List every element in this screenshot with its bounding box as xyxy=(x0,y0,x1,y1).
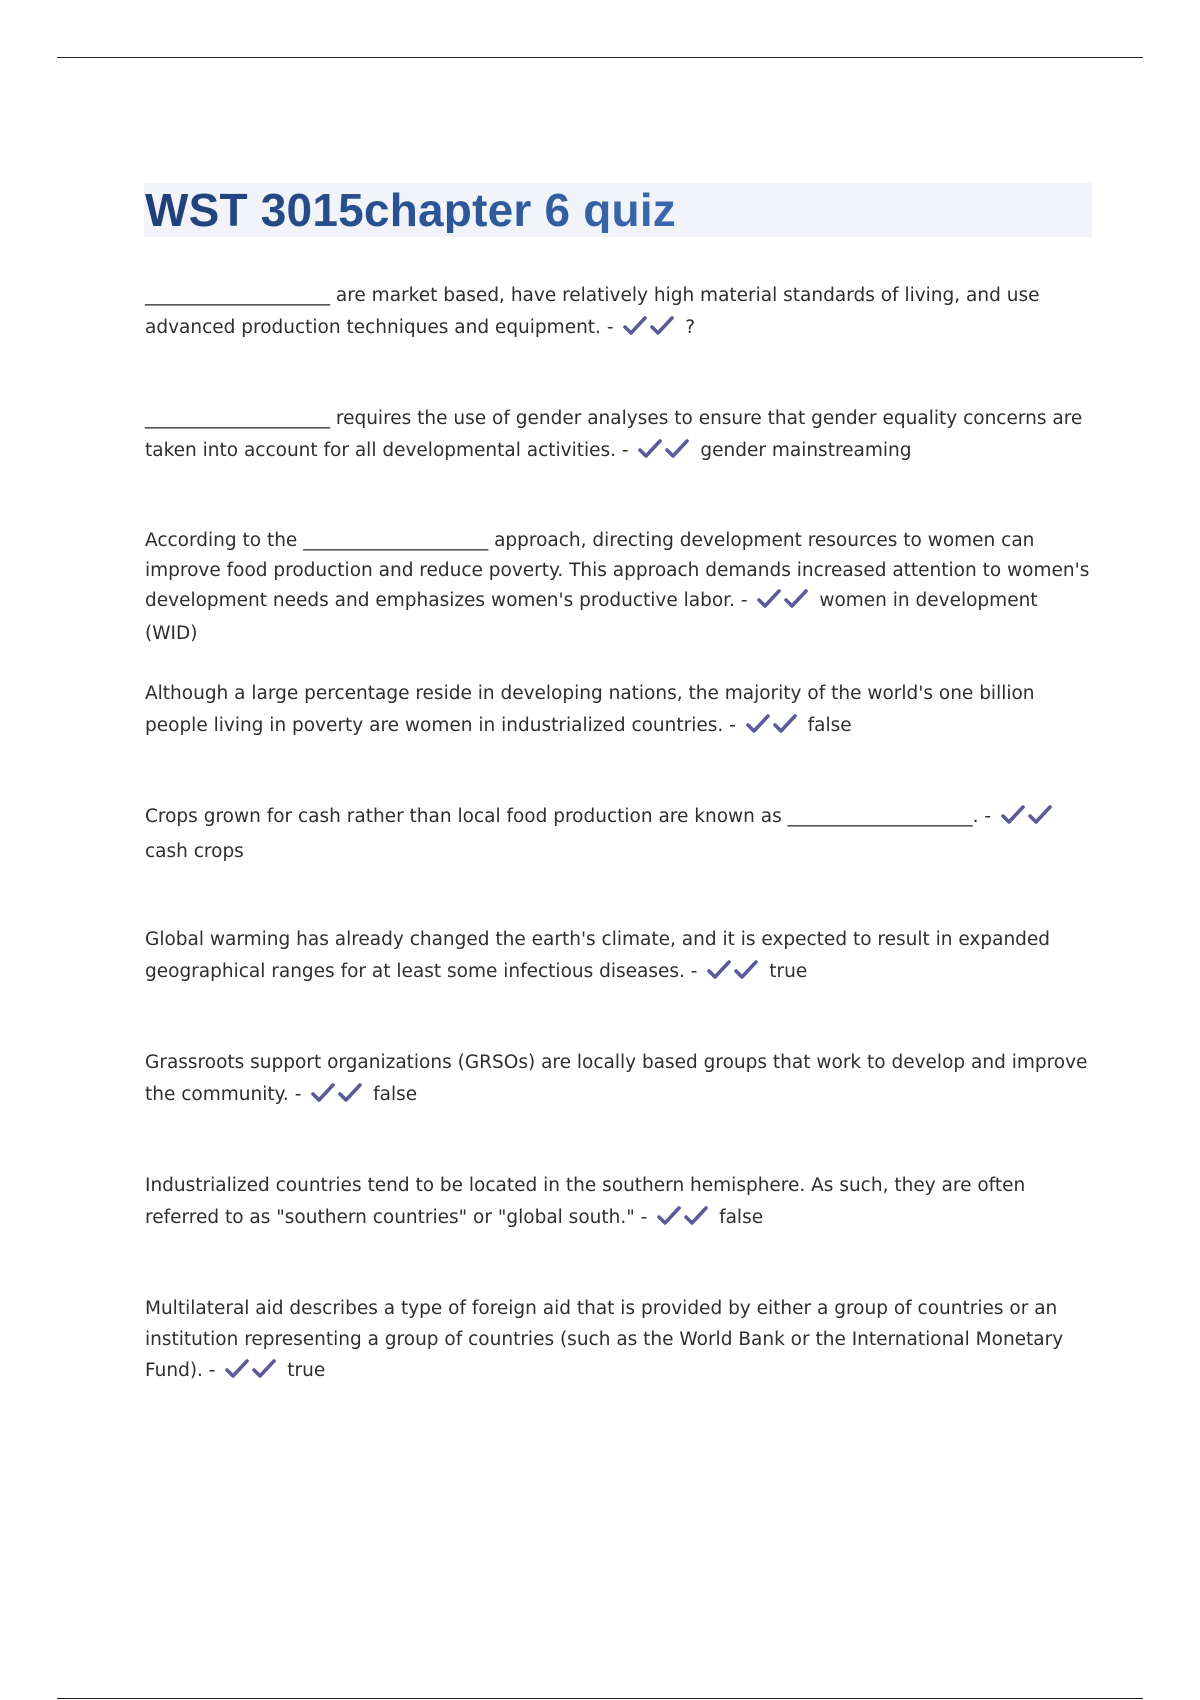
check-icon xyxy=(657,1206,681,1226)
answer-text: false xyxy=(807,715,852,736)
check-icon xyxy=(311,1083,335,1103)
check-icon xyxy=(684,1206,708,1226)
double-check-marks xyxy=(707,959,761,991)
top-divider xyxy=(57,57,1143,58)
question-text: ____________________ are market based, have relatively high material standards of living, and use advanced production techniques and equipment. - xyxy=(145,285,1040,338)
question-text: ____________________ requires the use of gender analyses to ensure that gender equality concerns are taken into account for all developmental activities. - xyxy=(145,408,1083,461)
check-icon xyxy=(650,316,674,336)
check-icon xyxy=(773,714,797,734)
check-icon xyxy=(734,960,758,980)
qa-item xyxy=(145,678,1095,745)
check-icon xyxy=(746,714,770,734)
check-icon xyxy=(707,960,731,980)
question-text: Industrialized countries tend to be located in the southern hemisphere. As such, they are often referred to as "southern countries" or "global south." - xyxy=(145,1175,1026,1228)
qa-item xyxy=(145,924,1095,991)
double-check-marks xyxy=(757,589,811,619)
question-text: Grassroots support organizations (GRSOs) are locally based groups that work to develop and improve the community. - xyxy=(145,1052,1088,1105)
double-check-marks xyxy=(638,438,692,470)
check-icon xyxy=(1001,805,1025,825)
check-icon xyxy=(638,439,662,459)
question-text: Crops grown for cash rather than local food production are known as ____________________. - xyxy=(145,806,992,827)
check-icon xyxy=(784,589,808,609)
answer-text: true xyxy=(769,961,808,982)
question-text: According to the ____________________ approach, directing development resources to women can improve food production and reduce poverty. This approach demands increased attention to women's development needs and emphasizes women's productive labor. - xyxy=(145,530,1090,611)
check-icon xyxy=(225,1359,249,1379)
answer-text: women in development (WID) xyxy=(145,590,1038,644)
question-text: Global warming has already changed the earth's climate, and it is expected to result in expanded geographical ranges for at least some infectious diseases. - xyxy=(145,929,1051,982)
check-icon xyxy=(252,1359,276,1379)
question-text: Multilateral aid describes a type of foreign aid that is provided by either a group of countries or an institution representing a group of countries (such as the World Bank or the International Monetary Fund). - xyxy=(145,1298,1064,1381)
qa-item xyxy=(145,403,1095,470)
qa-item xyxy=(145,1293,1095,1389)
qa-item xyxy=(145,801,1095,868)
answer-text: ? xyxy=(685,317,696,338)
check-icon xyxy=(757,589,781,609)
answer-text: gender mainstreaming xyxy=(700,440,912,461)
qa-item xyxy=(145,1170,1095,1237)
check-icon xyxy=(338,1083,362,1103)
double-check-marks xyxy=(1001,804,1055,836)
answer-text: false xyxy=(373,1084,418,1105)
qa-item xyxy=(145,1047,1095,1114)
bottom-divider xyxy=(57,1698,1143,1699)
check-icon xyxy=(623,316,647,336)
check-icon xyxy=(1028,805,1052,825)
qa-item xyxy=(145,526,1095,649)
check-icon xyxy=(665,439,689,459)
answer-text: cash crops xyxy=(145,841,244,862)
double-check-marks xyxy=(746,713,800,745)
double-check-marks xyxy=(657,1205,711,1237)
qa-item xyxy=(145,280,1095,347)
document-title: WST 3015chapter 6 quiz xyxy=(145,184,676,236)
double-check-marks xyxy=(225,1358,279,1389)
answer-text: true xyxy=(287,1360,326,1381)
answer-text: false xyxy=(719,1207,764,1228)
title-band xyxy=(144,183,1092,237)
double-check-marks xyxy=(311,1082,365,1114)
question-text: Although a large percentage reside in developing nations, the majority of the world's one billion people living in poverty are women in industrialized countries. - xyxy=(145,683,1035,736)
double-check-marks xyxy=(623,315,677,347)
